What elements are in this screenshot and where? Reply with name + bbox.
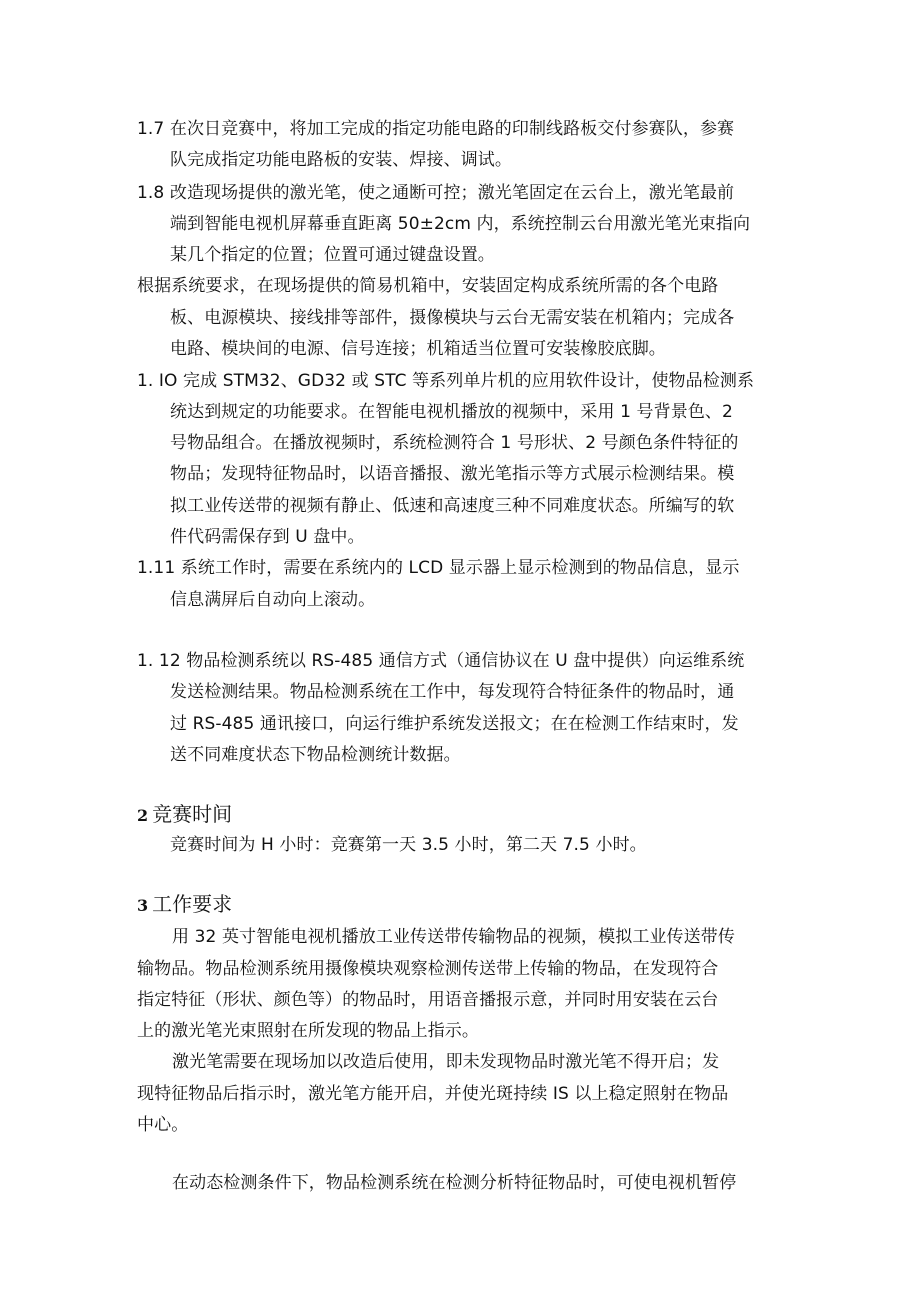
assembly-para-line-3: 电路、模块间的电源、信号连接；机箱适当位置可安装橡胶底脚。 <box>170 339 666 359</box>
item-1-10-line-3: 号物品组合。在播放视频时，系统检测符合 1 号形状、2 号颜色条件特征的 <box>170 433 739 453</box>
item-1-12-line-2: 发送检测结果。物品检测系统在工作中，每发现符合特征条件的物品时，通 <box>170 682 735 702</box>
section-3-p1-line-2: 输物品。物品检测系统用摄像模块观察检测传送带上传输的物品，在发现符合 <box>137 959 719 979</box>
section-3-number: 3 <box>137 896 149 915</box>
section-3-heading <box>137 890 232 920</box>
section-3-p1-line-1: 用 32 英寸智能电视机播放工业传送带传输物品的视频，模拟工业传送带传 <box>172 927 735 947</box>
item-1-11-line-1: 1.11 系统工作时，需要在系统内的 LCD 显示器上显示检测到的物品信息，显示 <box>137 558 740 578</box>
item-1-12-line-4: 送不同难度状态下物品检测统计数据。 <box>170 745 461 765</box>
item-1-12-line-3: 过 RS-485 通讯接口，向运行维护系统发送报文；在在检测工作结束时，发 <box>170 714 739 734</box>
item-1-10-line-2: 统达到规定的功能要求。在智能电视机播放的视频中，采用 1 号背景色、2 <box>170 402 733 422</box>
item-1-8-line-2: 端到智能电视机屏幕垂直距离 50±2cm 内，系统控制云台用激光笔光束指向 <box>170 214 751 234</box>
section-3-title: 工作要求 <box>152 892 233 916</box>
section-3-p1-line-4: 上的激光笔光束照射在所发现的物品上指示。 <box>137 1021 479 1041</box>
item-1-12-line-1: 1. 12 物品检测系统以 RS-485 通信方式（通信协议在 U 盘中提供）向运维系统 <box>137 651 745 671</box>
item-1-11-line-2: 信息满屏后自动向上滚动。 <box>170 590 376 610</box>
section-2-text: 竞赛时间为 H 小时：竞赛第一天 3.5 小时，第二天 7.5 小时。 <box>170 835 647 855</box>
assembly-para-line-1: 根据系统要求，在现场提供的简易机箱中，安装固定构成系统所需的各个电路 <box>137 276 719 296</box>
item-1-10-line-4: 物品；发现特征物品时，以语音播报、激光笔指示等方式展示检测结果。模 <box>170 464 735 484</box>
section-3-p2-line-3: 中心。 <box>137 1115 189 1135</box>
section-3-p2-line-2: 现特征物品后指示时，激光笔方能开启，并使光斑持续 IS 以上稳定照射在物品 <box>137 1084 729 1104</box>
item-1-10-line-1: 1. IO 完成 STM32、GD32 或 STC 等系列单片机的应用软件设计，使物品检测系 <box>137 371 755 391</box>
item-1-7-line-2: 队完成指定功能电路板的安装、焊接、调试。 <box>170 150 512 170</box>
section-3-p3-line-1: 在动态检测条件下，物品检测系统在检测分析特征物品时，可使电视机暂停 <box>172 1173 737 1193</box>
item-1-8-line-3: 某几个指定的位置；位置可通过键盘设置。 <box>170 245 495 265</box>
assembly-para-line-2: 板、电源模块、接线排等部件，摄像模块与云台无需安装在机箱内；完成各 <box>170 308 735 328</box>
section-2-heading <box>137 800 232 830</box>
section-2-number: 2 <box>137 806 149 825</box>
item-1-10-line-6: 件代码需保存到 U 盘中。 <box>170 527 365 547</box>
section-3-p2-line-1: 激光笔需要在现场加以改造后使用，即未发现物品时激光笔不得开启；发 <box>172 1052 720 1072</box>
item-1-7-line-1: 1.7 在次日竞赛中，将加工完成的指定功能电路的印制线路板交付参赛队，参赛 <box>137 119 735 139</box>
item-1-10-line-5: 拟工业传送带的视频有静止、低速和高速度三种不同难度状态。所编写的软 <box>170 496 735 516</box>
item-1-8-line-1: 1.8 改造现场提供的激光笔，使之通断可控；激光笔固定在云台上，激光笔最前 <box>137 183 735 203</box>
section-3-p1-line-3: 指定特征（形状、颜色等）的物品时，用语音播报示意，并同时用安装在云台 <box>137 990 719 1010</box>
section-2-title: 竞赛时间 <box>152 802 233 826</box>
